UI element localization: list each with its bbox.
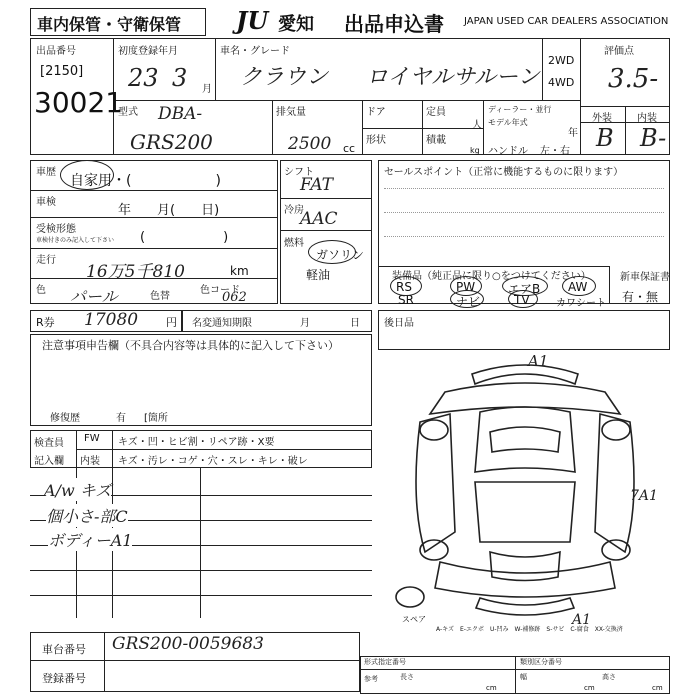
inspection-value: 年 月( 日) xyxy=(118,203,220,218)
warranty-label: 新車保証書 xyxy=(620,272,670,283)
type-label: 型式 xyxy=(118,107,138,118)
registration-number-label: 登録番号 xyxy=(42,672,86,685)
fuel-circle xyxy=(308,240,356,264)
receive-sub: 車検付きのみ記入して下さい xyxy=(36,237,115,244)
history-circle xyxy=(60,160,114,190)
car-model: クラウン xyxy=(240,65,329,90)
equip-sr: SR xyxy=(398,293,414,307)
ju-logo: JU xyxy=(236,6,269,35)
equip-tv: TV xyxy=(514,293,530,307)
color-change-label: 色替 xyxy=(150,291,170,302)
rear-window-shape xyxy=(490,552,560,581)
color-label: 色 xyxy=(36,285,46,296)
interior-check-label: 内装 xyxy=(80,456,100,467)
interior-check-items: キズ・汚レ・コゲ・穴・スレ・キレ・破レ xyxy=(118,456,308,467)
hood-front-shape xyxy=(430,383,620,414)
inspector-label-2: 記入欄 xyxy=(34,456,64,467)
ac-value: AAC xyxy=(300,209,338,229)
shift-value: FAT xyxy=(300,175,334,195)
equip-aw: AW xyxy=(568,280,588,294)
damage-mark-front: A1 xyxy=(528,352,549,370)
type-prefix: DBA- xyxy=(158,104,203,124)
warranty-options: 有・無 xyxy=(622,290,659,304)
mileage-label: 走行 xyxy=(36,255,56,266)
class-number-label: 類別区分番号 xyxy=(520,658,562,666)
sales-point-label: セールスポイント（正常に機能するものに限ります） xyxy=(384,167,624,178)
meter-day: 日 xyxy=(350,318,360,329)
registration-month: 3 xyxy=(172,64,188,92)
doors-label: ドア xyxy=(366,107,386,118)
history-label: 車歴 xyxy=(36,167,56,178)
notes-label: 注意事項申告欄（不具合内容等は具体的に記入して下さい） xyxy=(42,339,339,352)
recycle-value: 17080 xyxy=(84,310,139,330)
color-code: 062 xyxy=(222,290,247,305)
front-left-wheel xyxy=(420,420,448,440)
receive-value: ( ) xyxy=(140,230,229,245)
meter-label: 名変通知期限 xyxy=(192,318,252,329)
windshield-shape xyxy=(490,427,560,452)
spare-label: スペア xyxy=(402,615,426,624)
car-name-label: 車名・グレード xyxy=(220,46,290,57)
damage-mark-rear: A1 xyxy=(572,612,592,628)
year-unit: 年 xyxy=(568,128,578,139)
drive-2wd: 2WD xyxy=(548,54,575,67)
history-value: 自家用・( ) xyxy=(70,173,221,189)
displacement-unit: cc xyxy=(343,142,356,155)
trunk-shape xyxy=(435,562,615,597)
fuel-label: 燃料 xyxy=(284,238,304,249)
handle-label: ハンドル xyxy=(488,146,528,157)
equip-pw: PW xyxy=(456,280,476,294)
fw-items: キズ・凹・ヒビ割・リペア跡・X要 xyxy=(118,437,275,448)
registration-year: 23 xyxy=(128,64,159,92)
type-designation-label: 形式指定番号 xyxy=(364,658,406,666)
load-label: 積載 xyxy=(426,135,446,146)
fw-label: FW xyxy=(84,433,100,444)
car-damage-diagram xyxy=(380,352,670,622)
association-name: JAPAN USED CAR DEALERS ASSOCIATION xyxy=(464,16,669,27)
height-label: 高さ xyxy=(602,673,616,681)
front-bumper-shape xyxy=(472,365,578,384)
chassis-label: 車台番号 xyxy=(42,643,86,656)
recycle-unit: 円 xyxy=(166,316,177,329)
color-code-label: 色コード xyxy=(200,285,240,296)
inspector-note-3: ボディーA1 xyxy=(48,528,132,551)
mileage-value: 16万5千810 xyxy=(86,262,185,282)
inspector-note-1: A/w キズ xyxy=(44,478,111,501)
displacement-label: 排気量 xyxy=(276,107,306,118)
height-unit: cm xyxy=(652,684,663,692)
fuel-gasoline: ガソリン xyxy=(316,248,365,262)
shape-label: 形状 xyxy=(366,135,386,146)
roof-shape xyxy=(475,482,575,542)
chassis-number: GRS200-0059683 xyxy=(112,634,264,654)
damage-mark-right: 7A1 xyxy=(630,488,658,504)
lot-sub-number: [2150] xyxy=(40,64,84,79)
width-label: 幅 xyxy=(520,673,527,681)
interior-grade: B- xyxy=(640,124,667,152)
rating-score: 3.5- xyxy=(608,64,659,94)
repair-place: [箇所 xyxy=(144,413,168,424)
damage-legend: A-キズ E-エクボ U-凹み W-補修跡 S-サビ C-腐食 XX-交換済 xyxy=(436,626,623,633)
dealer-label: ディーラー・並行 xyxy=(488,105,552,114)
lot-number: 30021 xyxy=(34,86,124,119)
ac-label: 冷房 xyxy=(284,205,304,216)
post-entry-label: 後日品 xyxy=(384,318,414,329)
inspection-label: 車検 xyxy=(36,197,56,208)
month-unit: 月 xyxy=(202,84,212,95)
exterior-label: 外装 xyxy=(592,113,612,124)
storage-label: 車内保管・守衛保管 xyxy=(37,15,182,34)
reference-label: 参考 xyxy=(364,675,378,683)
storage-label-box xyxy=(30,8,206,36)
length-label: 長さ xyxy=(400,673,414,681)
length-unit: cm xyxy=(486,684,497,692)
org-name: 愛知 xyxy=(278,14,314,35)
equipment-label: 装備品（純正品に限り○をつけてください） xyxy=(392,271,591,282)
repair-value: 有 xyxy=(116,413,126,424)
displacement-value: 2500 xyxy=(288,134,332,154)
equip-navi: ナビ xyxy=(456,295,481,309)
inspector-label-1: 検査員 xyxy=(34,438,64,449)
spare-wheel xyxy=(396,587,424,607)
post-entry-box xyxy=(378,310,670,350)
interior-label: 内装 xyxy=(637,113,657,124)
mileage-unit: km xyxy=(230,264,249,278)
capacity-unit: 人 xyxy=(472,120,482,131)
meter-month: 月 xyxy=(300,318,310,329)
repair-label: 修復歴 xyxy=(50,413,80,424)
rear-bumper-shape xyxy=(476,598,574,615)
handle-options: 左・右 xyxy=(540,146,570,157)
equip-rs: RS xyxy=(396,280,412,294)
car-grade: ロイヤルサルーン xyxy=(366,65,540,90)
drive-4wd: 4WD xyxy=(548,76,575,89)
registration-label: 初度登録年月 xyxy=(118,46,178,57)
inspector-note-2: 個小さ-部C xyxy=(46,504,128,527)
load-unit: kg xyxy=(470,146,480,155)
model-year-label: モデル年式 xyxy=(488,118,528,127)
recycle-label: R券 xyxy=(36,316,55,329)
color-value: パール xyxy=(70,287,118,306)
form-title: 出品申込書 xyxy=(344,12,444,36)
fuel-diesel: 軽油 xyxy=(306,268,331,282)
shift-label: シフト xyxy=(284,167,314,178)
equip-leather-seat: カワシート xyxy=(556,298,606,309)
exterior-grade: B xyxy=(596,124,614,152)
width-unit: cm xyxy=(584,684,595,692)
lot-label: 出品番号 xyxy=(36,46,76,57)
type-code: GRS200 xyxy=(130,130,213,154)
receive-label: 受検形態 xyxy=(36,224,76,235)
capacity-label: 定員 xyxy=(426,107,446,118)
rating-label: 評価点 xyxy=(604,46,634,57)
equip-airbag: エアB xyxy=(508,282,541,296)
front-right-wheel xyxy=(602,420,630,440)
